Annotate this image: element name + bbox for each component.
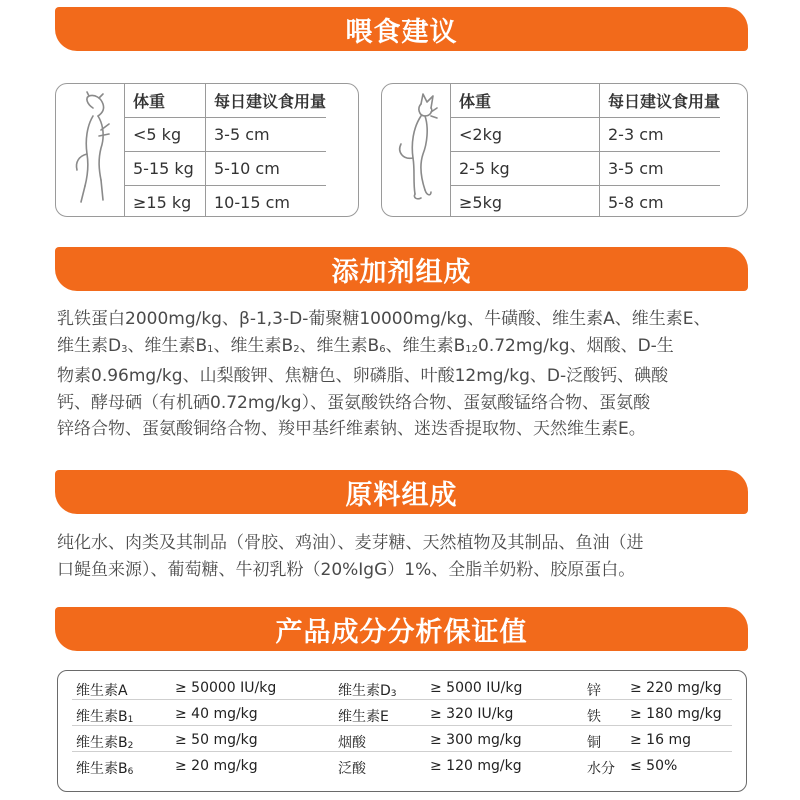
table-row	[125, 186, 327, 218]
text-line: 乳铁蛋白2000mg/kg、β-1,3-D-葡聚糖10000mg/kg、牛磺酸、维生素A、维生素E、	[57, 309, 711, 329]
additives-banner	[55, 247, 748, 291]
nutrient-name: 铁	[587, 709, 601, 725]
nutrient-name: 泛酸	[338, 761, 366, 777]
nutrient-name: 锌	[587, 683, 601, 699]
analysis-banner	[55, 607, 748, 651]
nutrient-value: ≥ 20 mg/kg	[175, 758, 258, 774]
nutrient-name: 维生素$B_1$	[76, 709, 134, 725]
cat-amount-cell: 3-5 cm	[600, 152, 721, 186]
text-line: 口鳀鱼来源）、葡萄糖、牛初乳粉（20%IgG）1%、全脂羊奶粉、胶原蛋白。	[57, 559, 636, 580]
table-row	[451, 186, 721, 218]
dog-header-weight: 体重	[125, 84, 206, 118]
nutrient-table	[57, 670, 747, 792]
cat-amount-cell: 5-8 cm	[600, 186, 721, 218]
ingredients-title: 原料组成	[345, 479, 458, 511]
additives-paragraph	[57, 306, 757, 443]
feeding-title: 喂食建议	[345, 16, 458, 48]
nutrient-value: ≥ 120 mg/kg	[430, 758, 522, 774]
dog-weight-cell: 5-15 kg	[125, 152, 206, 186]
nutrient-name: 烟酸	[338, 735, 366, 751]
dog-amount-cell: 5-10 cm	[206, 152, 327, 186]
nutrient-name: 维生素$B_6$	[76, 761, 134, 777]
table-row	[451, 118, 721, 152]
nutrient-value: ≥ 220 mg/kg	[630, 680, 722, 696]
cat-amount-cell: 2-3 cm	[600, 118, 721, 152]
dog-header-amount: 每日建议食用量	[206, 84, 327, 118]
text-line: 纯化水、肉类及其制品（骨胶、鸡油）、麦芽糖、天然植物及其制品、鱼油（进	[57, 533, 644, 553]
nutrient-value: ≥ 320 IU/kg	[430, 706, 514, 722]
nutrient-name: 维生素A	[76, 683, 128, 699]
cat-header-amount: 每日建议食用量	[600, 84, 721, 118]
nutrient-name: 维生素$D_3$	[338, 683, 397, 699]
table-row	[125, 152, 327, 186]
table-row	[72, 729, 732, 752]
table-row	[72, 677, 732, 700]
table-row	[72, 703, 732, 726]
text-line: 物素0.96mg/kg、山梨酸钾、焦糖色、卵磷脂、叶酸12mg/kg、D-泛酸钙、碘酸	[57, 366, 669, 386]
text-line: 锌络合物、蛋氨酸铜络合物、羧甲基纤维素钠、迷迭香提取物、天然维生素E。	[57, 419, 646, 439]
nutrient-value: ≥ 50 mg/kg	[175, 732, 258, 748]
nutrient-value: ≥ 50000 IU/kg	[175, 680, 277, 696]
nutrient-name: 铜	[587, 735, 601, 751]
nutrient-value: ≥ 40 mg/kg	[175, 706, 258, 722]
cat-table	[450, 84, 720, 217]
cat-weight-cell: <2kg	[451, 118, 600, 152]
nutrient-value: ≥ 16 mg	[630, 732, 691, 748]
nutrient-value: ≤ 50%	[630, 758, 678, 774]
table-row	[451, 152, 721, 186]
nutrient-name: 维生素$B_2$	[76, 735, 134, 751]
table-row	[125, 118, 327, 152]
analysis-title: 产品成分分析保证值	[275, 616, 528, 648]
dog-amount-cell: 10-15 cm	[206, 186, 327, 218]
cat-icon	[391, 90, 441, 210]
dog-feeding-table	[55, 83, 359, 217]
cat-weight-cell: ≥5kg	[451, 186, 600, 218]
cat-illustration	[382, 84, 450, 216]
dog-amount-cell: 3-5 cm	[206, 118, 327, 152]
dog-icon	[65, 90, 115, 210]
cat-feeding-table	[381, 83, 748, 217]
cat-weight-cell: 2-5 kg	[451, 152, 600, 186]
cat-header-weight: 体重	[451, 84, 600, 118]
nutrient-value: ≥ 300 mg/kg	[430, 732, 522, 748]
nutrient-name: 水分	[587, 761, 615, 777]
text-line: 钙、酵母硒（有机硒0.72mg/kg）、蛋氨酸铁络合物、蛋氨酸锰络合物、蛋氨酸	[57, 392, 651, 413]
table-row	[72, 755, 732, 778]
nutrient-name: 维生素E	[338, 709, 389, 725]
dog-table	[124, 84, 326, 217]
feeding-banner	[55, 7, 748, 51]
dog-illustration	[56, 84, 124, 216]
text-line: 维生素$D_3$、维生素$B_1$、维生素$B_2$、维生素$B_6$、维生素$B_{12}0.72mg/kg$、烟酸、D-生	[57, 335, 674, 356]
dog-weight-cell: ≥15 kg	[125, 186, 206, 218]
additives-title: 添加剂组成	[331, 256, 472, 288]
dog-weight-cell: <5 kg	[125, 118, 206, 152]
ingredients-paragraph	[57, 530, 757, 583]
nutrient-value: ≥ 5000 IU/kg	[430, 680, 523, 696]
nutrient-value: ≥ 180 mg/kg	[630, 706, 722, 722]
ingredients-banner	[55, 470, 748, 514]
